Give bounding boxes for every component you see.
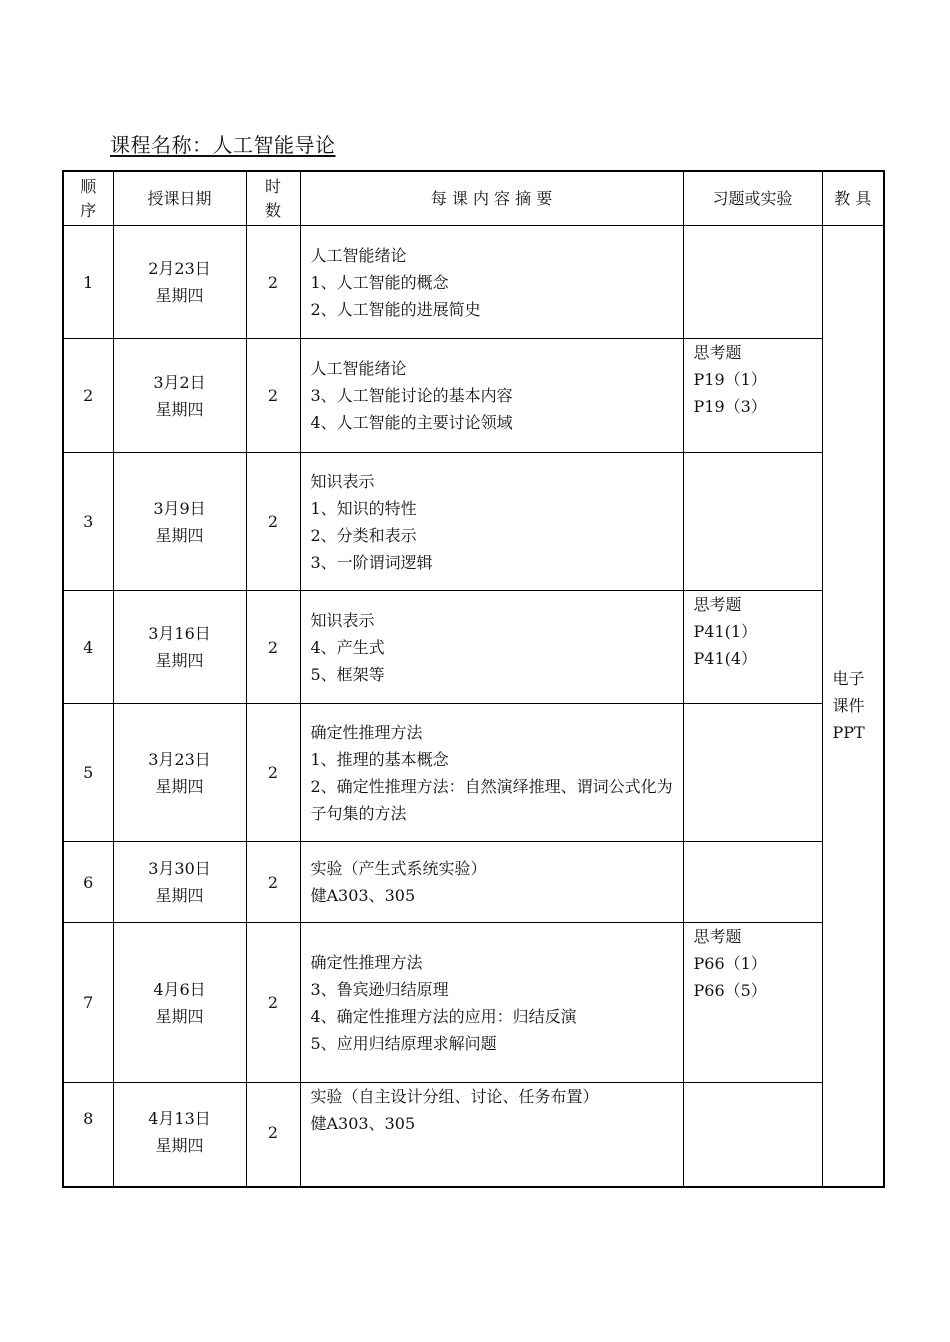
exercise-line: 思考题: [693, 343, 742, 362]
weekday-text: 星期四: [155, 1006, 204, 1026]
cell-hours: 2: [246, 1083, 300, 1187]
cell-content: [300, 842, 683, 923]
cell-date: [113, 1083, 246, 1187]
exercise-line: 思考题: [693, 927, 742, 946]
content-line: 人工智能绪论: [310, 359, 407, 378]
header-hours: 时 数: [246, 171, 300, 226]
content-line: 2、人工智能的进展简史: [310, 299, 481, 319]
cell-hours: 2: [246, 226, 300, 339]
date-text: 4月13日: [148, 1109, 211, 1128]
table-row: [63, 704, 884, 842]
header-tool: 教 具: [822, 171, 884, 226]
content-line: 3、一阶谓词逻辑: [310, 552, 433, 572]
course-title: 课程名称：人工智能导论: [110, 133, 336, 157]
tool-line: 课件: [832, 696, 865, 716]
cell-exercise: [683, 339, 822, 453]
cell-exercise: [683, 704, 822, 842]
cell-content: [300, 226, 683, 339]
cell-date: [113, 226, 246, 339]
table-row: [63, 453, 884, 591]
cell-seq: 4: [63, 591, 113, 704]
cell-content: [300, 453, 683, 591]
weekday-text: 星期四: [155, 525, 204, 545]
weekday-text: 星期四: [155, 651, 204, 670]
cell-seq: 6: [63, 842, 113, 923]
content-line: 确定性推理方法: [310, 952, 423, 972]
cell-exercise: [683, 1083, 822, 1187]
cell-content: [300, 339, 683, 453]
date-text: 4月6日: [153, 979, 206, 999]
cell-content: [300, 591, 683, 704]
content-line: 1、知识的特性: [310, 498, 417, 518]
exercise-line: P41(4）: [693, 649, 758, 668]
cell-date: [113, 923, 246, 1083]
date-text: 3月16日: [148, 624, 211, 643]
content-line: 实验（自主设计分组、讨论、任务布置）: [310, 1087, 599, 1106]
cell-hours: 2: [246, 923, 300, 1083]
content-line: 4、确定性推理方法的应用：归结反演: [310, 1006, 577, 1026]
cell-seq: 2: [63, 339, 113, 453]
weekday-text: 星期四: [155, 886, 204, 905]
content-line: 知识表示: [310, 610, 375, 630]
cell-exercise: [683, 453, 822, 591]
content-line: 2、分类和表示: [310, 525, 417, 545]
date-text: 2月23日: [148, 259, 211, 278]
exercise-line: P19（1）: [693, 370, 767, 389]
cell-hours: 2: [246, 453, 300, 591]
cell-seq: 3: [63, 453, 113, 591]
cell-exercise: [683, 842, 822, 923]
cell-tool: [822, 226, 884, 1187]
content-line: 1、推理的基本概念: [310, 749, 449, 769]
cell-exercise: [683, 226, 822, 339]
content-line: 健A303、305: [310, 1114, 416, 1133]
cell-exercise: [683, 591, 822, 704]
header-exercise: 习题或实验: [683, 171, 822, 226]
cell-date: [113, 453, 246, 591]
content-line: 5、框架等: [310, 664, 385, 684]
cell-date: [113, 704, 246, 842]
content-line: 5、应用归结原理求解问题: [310, 1033, 497, 1053]
weekday-text: 星期四: [155, 399, 204, 419]
cell-content: [300, 1083, 683, 1187]
cell-seq: 1: [63, 226, 113, 339]
weekday-text: 星期四: [155, 286, 204, 305]
table-row: [63, 591, 884, 704]
table-row: [63, 226, 884, 339]
cell-date: [113, 842, 246, 923]
cell-seq: 5: [63, 704, 113, 842]
weekday-text: 星期四: [155, 776, 204, 796]
content-line: 4、人工智能的主要讨论领域: [310, 413, 513, 432]
cell-hours: 2: [246, 842, 300, 923]
schedule-table: [62, 170, 885, 1188]
exercise-line: P19（3）: [693, 397, 767, 416]
content-line: 知识表示: [310, 471, 375, 491]
date-text: 3月30日: [148, 859, 211, 878]
cell-content: [300, 923, 683, 1083]
content-line: 实验（产生式系统实验）: [310, 859, 487, 878]
header-seq: 顺 序: [63, 171, 113, 226]
exercise-line: P41(1）: [693, 622, 758, 641]
table-row: [63, 842, 884, 923]
header-row: [63, 171, 884, 226]
header-content: 每 课 内 容 摘 要: [300, 171, 683, 226]
content-line: 4、产生式: [310, 637, 385, 657]
date-text: 3月23日: [148, 749, 211, 769]
cell-date: [113, 339, 246, 453]
header-date: 授课日期: [113, 171, 246, 226]
date-text: 3月9日: [153, 498, 206, 518]
cell-content: [300, 704, 683, 842]
cell-hours: 2: [246, 704, 300, 842]
exercise-line: P66（1）: [693, 954, 767, 973]
table-row: [63, 339, 884, 453]
table-row: [63, 923, 884, 1083]
content-line: 人工智能绪论: [310, 245, 407, 265]
cell-seq: 7: [63, 923, 113, 1083]
weekday-text: 星期四: [155, 1136, 204, 1155]
exercise-line: P66（5）: [693, 981, 767, 1000]
tool-line: 电子: [832, 669, 865, 689]
table-row: [63, 1083, 884, 1187]
exercise-line: 思考题: [693, 595, 742, 614]
cell-exercise: [683, 923, 822, 1083]
tool-line: PPT: [832, 723, 865, 743]
content-line: 3、人工智能讨论的基本内容: [310, 386, 513, 405]
cell-hours: 2: [246, 591, 300, 704]
content-line: 1、人工智能的概念: [310, 272, 449, 292]
date-text: 3月2日: [153, 372, 206, 392]
cell-seq: 8: [63, 1083, 113, 1187]
content-line: 健A303、305: [310, 886, 416, 905]
content-line: 确定性推理方法: [310, 722, 423, 742]
content-line: 2、确定性推理方法：自然演绎推理、谓词公式化为子句集的方法: [310, 776, 673, 823]
cell-hours: 2: [246, 339, 300, 453]
cell-date: [113, 591, 246, 704]
content-line: 3、鲁宾逊归结原理: [310, 979, 449, 999]
